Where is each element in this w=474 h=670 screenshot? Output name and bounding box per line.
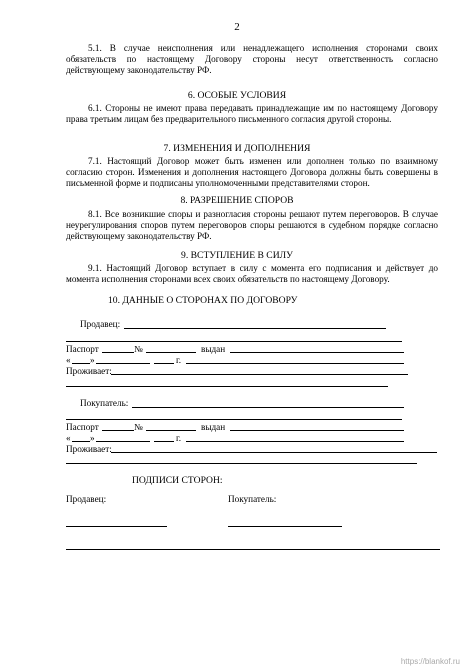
clause-9-1-text: 9.1. Настоящий Договор вступает в силу с момента его подписания и действует до момента исполнения сторонами всех своих обязательств по настоящему Договору. <box>66 263 438 285</box>
clause-7-1-text: 7.1. Настоящий Договор может быть изменен или дополнен только по взаимному согласию сторон. Изменения и дополнения настоящего Договора должны быть совершены в письменной форме и подписаны уполномоченными представителями сторон. <box>66 156 438 189</box>
watermark: https://blankof.ru <box>400 657 460 666</box>
seller-label: Продавец: <box>80 319 121 329</box>
seller-date-month-line[interactable] <box>96 363 150 364</box>
seller-passport-series-line[interactable] <box>102 352 134 353</box>
clause-5-1-text: 5.1. В случае неисполнения или ненадлежащего исполнения сторонами своих обязательств по настоящему Договору стороны несут ответственность согласно действующему законодательству РФ. <box>66 43 438 76</box>
seller-issued-label: выдан <box>201 344 226 354</box>
seller-year-suffix: г. <box>176 355 182 365</box>
section-8-title: 8. РАЗРЕШЕНИЕ СПОРОВ <box>180 195 294 206</box>
seller-residence-label: Проживает: <box>66 366 112 376</box>
seller-date-year-line[interactable] <box>154 363 174 364</box>
buyer-name-line-2[interactable] <box>66 419 402 420</box>
clause-6-1 <box>66 103 438 125</box>
signature-seller-label: Продавец: <box>66 494 107 504</box>
buyer-passport-number-line[interactable] <box>146 430 196 431</box>
buyer-date-close-quote: » <box>90 433 95 443</box>
buyer-date-open-quote: « <box>66 433 71 443</box>
signature-buyer-line[interactable] <box>228 526 342 527</box>
buyer-issued-label: выдан <box>201 422 226 432</box>
buyer-date-year-line[interactable] <box>154 441 174 442</box>
buyer-label: Покупатель: <box>80 398 129 408</box>
seller-passport-number-line[interactable] <box>146 352 196 353</box>
clause-7-1 <box>66 156 438 190</box>
section-9-title: 9. ВСТУПЛЕНИЕ В СИЛУ <box>181 250 293 261</box>
section-7-title: 7. ИЗМЕНЕНИЯ И ДОПОЛНЕНИЯ <box>163 143 311 154</box>
signatures-title: ПОДПИСИ СТОРОН: <box>132 475 223 486</box>
page-number: 2 <box>234 21 240 33</box>
seller-residence-line-2[interactable] <box>66 386 388 387</box>
seller-date-day-line[interactable] <box>72 363 90 364</box>
signature-bottom-rule <box>66 549 440 550</box>
buyer-passport-no-sign: № <box>134 422 143 432</box>
signature-buyer-label: Покупатель: <box>228 494 277 504</box>
buyer-passport-label: Паспорт <box>66 422 99 432</box>
clause-8-1 <box>66 209 438 243</box>
buyer-name-line[interactable] <box>132 407 404 408</box>
buyer-residence-label: Проживает: <box>66 444 112 454</box>
signature-seller-line[interactable] <box>66 526 167 527</box>
seller-passport-label: Паспорт <box>66 344 99 354</box>
section-10-title: 10. ДАННЫЕ О СТОРОНАХ ПО ДОГОВОРУ <box>108 295 298 306</box>
clause-9-1 <box>66 263 438 285</box>
clause-5-1 <box>66 43 438 77</box>
seller-name-line[interactable] <box>124 328 386 329</box>
buyer-date-day-line[interactable] <box>72 441 90 442</box>
buyer-issued-by-line-2[interactable] <box>186 441 404 442</box>
buyer-residence-line[interactable] <box>111 452 437 453</box>
seller-passport-no-sign: № <box>134 344 143 354</box>
seller-date-open-quote: « <box>66 355 71 365</box>
seller-name-line-2[interactable] <box>66 341 402 342</box>
section-6-title: 6. ОСОБЫЕ УСЛОВИЯ <box>187 90 287 101</box>
buyer-date-month-line[interactable] <box>96 441 150 442</box>
seller-residence-line[interactable] <box>111 374 408 375</box>
buyer-issued-by-line[interactable] <box>230 430 404 431</box>
seller-date-close-quote: » <box>90 355 95 365</box>
seller-issued-by-line-2[interactable] <box>186 363 404 364</box>
buyer-year-suffix: г. <box>176 433 182 443</box>
seller-issued-by-line[interactable] <box>230 352 404 353</box>
clause-6-1-text: 6.1. Стороны не имеют права передавать принадлежащие им по настоящему Договору права третьим лицам без предварительного письменного согласия другой стороны. <box>66 103 438 125</box>
buyer-passport-series-line[interactable] <box>102 430 134 431</box>
clause-8-1-text: 8.1. Все возникшие споры и разногласия стороны решают путем переговоров. В случае неурегулирования споров путем переговоров споры решаются в судебном порядке согласно действующему законодательству РФ. <box>66 209 438 242</box>
buyer-residence-line-2[interactable] <box>66 463 417 464</box>
